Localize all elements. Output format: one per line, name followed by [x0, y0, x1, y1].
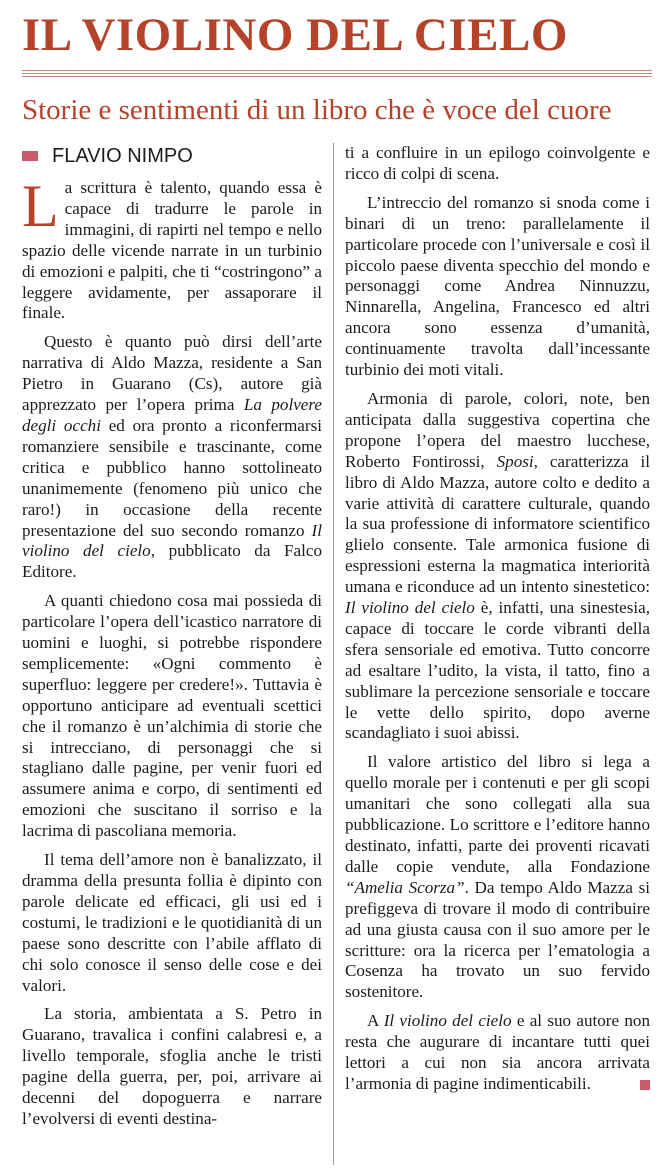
article-column-right: [345, 143, 650, 1103]
paragraph-text: . Da tempo Aldo Mazza si prefiggeva di trovare il modo di contribuire ad una giusta causa con il suo amore per le scritture: ora la ricerca per l’ematologia a Cosenza ha trovato un suo fervido sostenitore.: [345, 877, 650, 1002]
article-column-left: [22, 173, 322, 1138]
book-title: La polvere degli occhi: [22, 395, 322, 435]
paragraph-text: ed ora pronto a riconfermarsi romanziere sensibile e trascinante, come critica e pubblico hanno sottolineato unanimemente (fenomeno più unico che raro!) in occasione della recente presentazione del suo secondo romanzo: [22, 415, 322, 540]
paragraph: L’intreccio del romanzo si snoda come i binari di un treno: parallelamente il particolare procede con l’universale e così il piccolo paese diventa specchio del mondo e personaggi come Andrea Ninnuzzu, Ninnarella, Angelina, Francesco ed altri ancora sono essenza d’umanità, continuamente travolta dall’incessante turbinio dei moti vitali.: [345, 192, 650, 380]
drop-cap: L: [22, 173, 59, 239]
paragraph-text: e al suo autore non resta che augurare di incantare tutti quei lettori a cui non sia ancora arrivata l’armonia di pagine indimenticabili.: [345, 1011, 650, 1093]
foundation-name: “Amelia Scorza”: [345, 877, 465, 897]
headline-rule: [22, 70, 652, 78]
paragraph: [345, 1011, 650, 1095]
paragraph: [22, 332, 322, 583]
paragraph-text: a scrittura è talento, quando essa è capace di tradurre le parole in immagini, di rapirti nel tempo e nello spazio delle vicende narrate in un turbinio di emozioni e palpiti, che ti “costringono” a leggere avidamente, per assaporare il finale.: [22, 178, 322, 323]
book-title: Il violino del cielo: [345, 598, 475, 618]
paragraph: [345, 389, 650, 744]
subtitle: Storie e sentimenti di un libro che è voce del cuore: [22, 94, 612, 126]
paragraph: A quanti chiedono cosa mai possieda di particolare l’opera dell’icastico narratore di uomini e luoghi, si potrebbe rispondere semplicemente: «Ogni commento è superfluo: leggere per credere!». Tuttavia è opportuno anticipare ad eventuali scettici che il romanzo è un’alchimia di storie che si intrecciano, di personaggi che si stagliano dalle pagine, per venir fuori ed assumere anima e corpo, di sentimenti ed emozioni che suscitano il sorriso e la lacrima di pascoliana memoria.: [22, 591, 322, 841]
paragraph-text: , caratterizza il libro di Aldo Mazza, autore colto e dedito a varie attività di carattere culturale, quando la sua professione di informatore scientifico glielo consente. Tale armonica fusione di espressioni esterna la magmatica interiorità umana e riconduce ad un intento sinestetico:: [345, 451, 650, 597]
artwork-title: Sposi: [496, 451, 534, 471]
book-title: Il violino del cielo: [383, 1011, 512, 1031]
end-mark-icon: [640, 1080, 650, 1090]
author-name: FLAVIO NIMPO: [52, 145, 193, 167]
paragraph-text: , pubblicato da Falco Editore.: [22, 541, 322, 582]
paragraph: ti a confluire in un epilogo coinvolgente e ricco di colpi di scena.: [345, 143, 650, 183]
byline: [22, 143, 193, 169]
paragraph: [345, 752, 650, 1003]
paragraph-text: Questo è quanto può dirsi dell’arte narrativa di Aldo Mazza, residente a San Pietro in Guarano (Cs), autore già apprezzato per l’opera prima: [22, 332, 322, 415]
paragraph-text: Il valore artistico del libro si lega a quello morale per i contenuti e per gli scopi umanitari che sono collegati alla sua pubblicazione. Lo scrittore e l’editore hanno destinato, infatti, parte dei proventi ricavati dalle copie vendute, alla Fondazione: [345, 752, 650, 876]
column-divider: [333, 143, 334, 1165]
book-title: Il violino del cielo: [22, 520, 322, 561]
paragraph-text: è, infatti, una sinestesia, capace di toccare le corde vibranti della sfera sensoriale ed emotiva. Tutto concorre ad esaltare l’udito, la vista, il tatto, fino a sublimare la percezione sensoriale e toccare le vette dello spirito, dopo averne scandagliato i suoi abissi.: [345, 598, 650, 743]
paragraph: La storia, ambientata a S. Petro in Guarano, travalica i confini calabresi e, a livello temporale, sfoglia anche le tristi pagine della guerra, per, poi, arrivare ai decenni del dopoguerra e narrare l’evolversi di eventi destina-: [22, 1004, 322, 1128]
square-bullet-icon: [22, 151, 38, 161]
headline: IL VIOLINO DEL CIELO: [22, 9, 568, 61]
paragraph: [22, 173, 322, 324]
paragraph-text: Armonia di parole, colori, note, ben anticipata dalla suggestiva copertina che propone l’opera del maestro lucchese, Roberto Fontirossi,: [345, 388, 650, 471]
paragraph-text: A: [367, 1011, 384, 1031]
paragraph: Il tema dell’amore non è banalizzato, il dramma della presunta follia è dipinto con parole delicate ed efficaci, gli usi ed i costumi, le tradizioni e le quotidianità di un paese sono descritte con l’abile afflato di chi solo conosce il senso delle cose e dei valori.: [22, 850, 322, 995]
